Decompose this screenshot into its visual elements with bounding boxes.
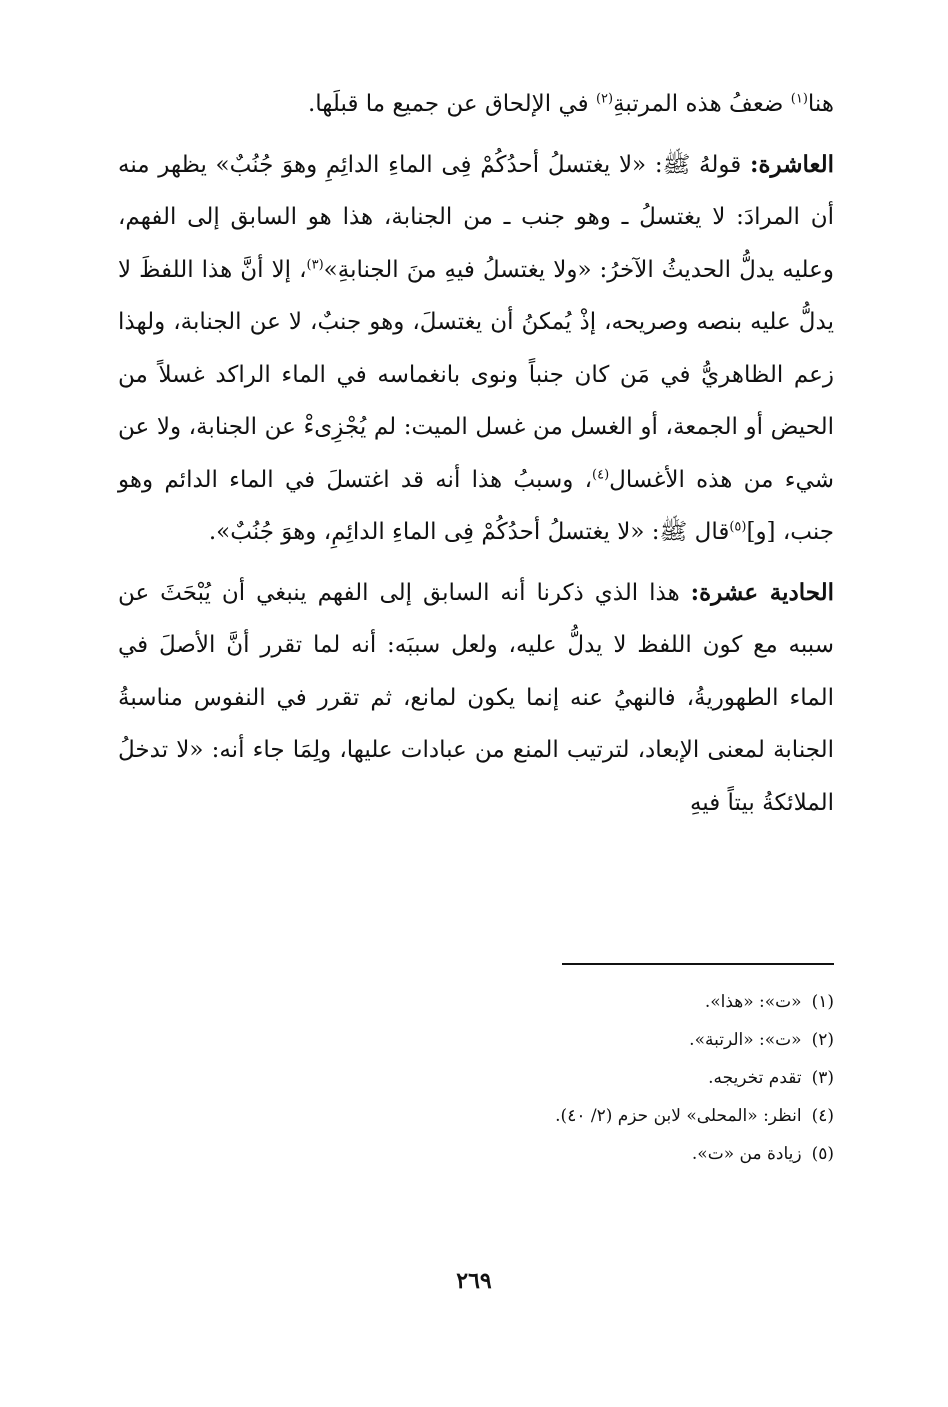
footnote-text: تقدم تخريجه. bbox=[708, 1068, 802, 1088]
section-heading: الحادية عشرة: bbox=[690, 578, 834, 606]
text-run: قولهُ ﷺ: «لا يغتسلُ أحدُكُمْ فِى الماءِ الدائِمِ وهوَ جُنُبٌ» يظهر منه أن المرادَ: لا يغتسلُ ـ وهو جنب ـ من الجنابة، هذا هو السابق إلى الفهم، وعليه يدلُّ الحديثُ الآخرُ: «ولا يغتسلُ فيهِ منَ الجنابةِ» bbox=[118, 151, 834, 283]
footnote-number: (١) bbox=[811, 992, 834, 1012]
footnotes bbox=[274, 983, 834, 1173]
footnote-item bbox=[274, 983, 834, 1021]
text-run: في الإلحاق عن جميع ما قبلَها. bbox=[307, 91, 596, 117]
footnote-marker: (٥) bbox=[729, 519, 747, 535]
text-run: ضعفُ هذه المرتبةِ bbox=[613, 91, 791, 117]
paragraph bbox=[118, 78, 834, 131]
footnote-item bbox=[274, 1097, 834, 1135]
footnote-item bbox=[274, 1059, 834, 1097]
text-run: هنا bbox=[807, 91, 834, 117]
text-run: قال ﷺ: «لا يغتسلُ أحدُكُمْ فِى الماءِ الدائِمِ، وهوَ جُنُبٌ». bbox=[208, 519, 730, 545]
footnote-text: «ت»: «هذا». bbox=[704, 992, 802, 1012]
section-heading: العاشرة: bbox=[749, 150, 834, 178]
footnote-number: (٤) bbox=[811, 1106, 834, 1126]
footnote-number: (٥) bbox=[811, 1144, 834, 1164]
footnote-marker: (٤) bbox=[592, 466, 610, 482]
text-run: ، وسببُ هذا أنه قد اغتسلَ في الماء الدائم وهو جنب، [و] bbox=[118, 466, 834, 545]
footnote-text: «ت»: «الرتبة». bbox=[689, 1030, 802, 1050]
paragraph bbox=[118, 567, 834, 830]
footnote-item bbox=[274, 1021, 834, 1059]
footnote-marker: (٢) bbox=[595, 91, 614, 107]
footnote-text: زيادة من «ت». bbox=[691, 1144, 802, 1164]
footnote-marker: (١) bbox=[790, 91, 808, 107]
text-run: هذا الذي ذكرنا أنه السابق إلى الفهم ينبغي أن يُبْحَثَ عن سببه مع كون اللفظ لا يدلُّ عليه، ولعل سببَه: أنه لما تقرر أنَّ الأصلَ في الماء الطهوريةُ، فالنهيُ عنه إنما يكون لمانع، ثم تقرر في النفوس مناسبةُ الجنابة لمعنى الإبعاد، لترتيب المنع من عبادات عليها، ولِمَا جاء أنه: «لا تدخلُ الملائكةُ بيتاً فيهِ bbox=[118, 579, 834, 816]
footnote-item bbox=[274, 1135, 834, 1173]
page-number: ٢٦٩ bbox=[456, 1268, 492, 1294]
footnote-divider bbox=[562, 963, 834, 965]
footnote-marker: (٣) bbox=[306, 256, 324, 272]
footnote-number: (٣) bbox=[811, 1068, 834, 1088]
text-run: ، إلا أنَّ هذا اللفظَ لا يدلُّ عليه بنصه وصريحه، إذْ يُمكنُ أن يغتسلَ، وهو جنبٌ، لا عن الجنابة، ولهذا زعم الظاهريُّ في مَن كان جنباً ونوى بانغماسه في الماء الراكد غسلاً من الحيض أو الجمعة، أو الغسل من غسل الميت: لم يُجْزِىءْ عن الجنابة، ولا عن شيء من هذه الأغسال bbox=[118, 256, 834, 493]
paragraph bbox=[118, 139, 834, 559]
main-text bbox=[118, 78, 834, 837]
footnote-text: انظر: «المحلى» لابن حزم (٢/ ٤٠). bbox=[555, 1106, 802, 1126]
footnote-number: (٢) bbox=[811, 1030, 834, 1050]
